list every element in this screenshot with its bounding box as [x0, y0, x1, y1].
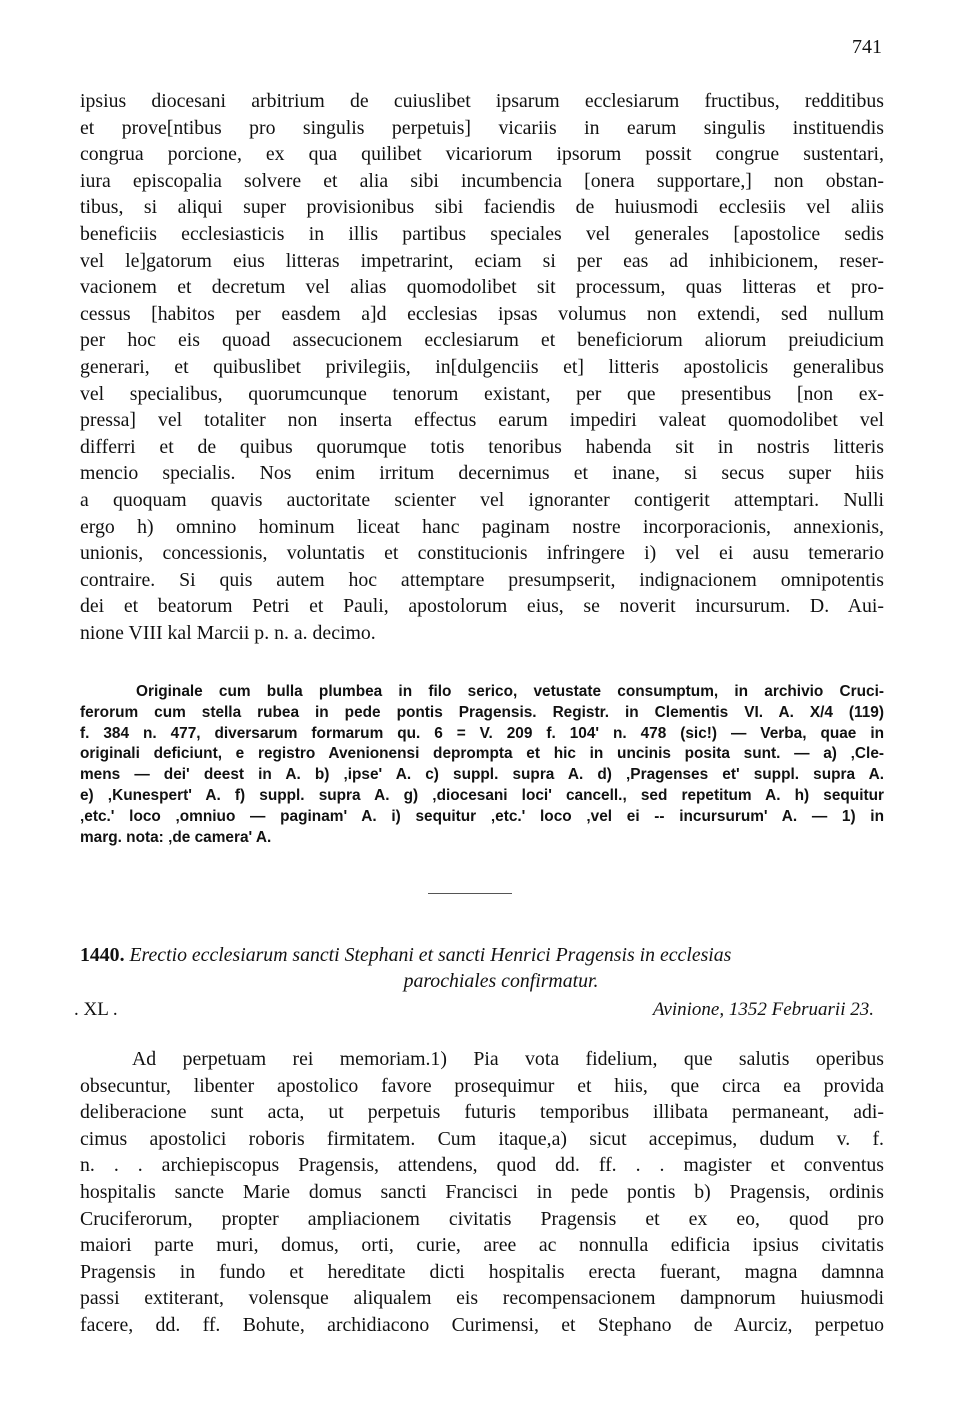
main-text [80, 88, 884, 646]
text-line: maiori parte muri, domus, orti, curie, aree ac nonnulla edificia ipsius civitatis [80, 1234, 884, 1257]
text-line: unionis, concessionis, voluntatis et constitucionis infringere i) vel ei ausu temerario [80, 542, 884, 565]
text-line: congrua porcione, ex qua quilibet vicariorum ipsorum possit congrue sustentari, [80, 143, 884, 166]
text-line: ergo h) omnino hominum liceat hanc paginam nostre incorporacionis, annexionis, [80, 515, 884, 538]
footnotes [80, 682, 884, 848]
place-date: Avinione, 1352 Februarii 23. [652, 999, 874, 1020]
text-line: ipsius diocesani arbitrium de cuiuslibet ipsarum ecclesiarum fructibus, redditibus [80, 90, 884, 112]
text-line: cessus [habitos per easdem a]d ecclesias ipsas volumus non extendi, sed nullum [80, 302, 884, 325]
document-title-continued: parochiales confirmatur. [403, 970, 599, 992]
document-title [80, 942, 884, 968]
text-line: iura episcopalia solvere et alia sibi incumbencia [onera supportare,] non obstan- [80, 169, 884, 192]
register-number: . XL . [74, 999, 118, 1020]
page-number: 741 [852, 36, 882, 58]
text-line: tibus, si aliqui super provisionibus sibi faciendis de huiusmodi ecclesiis vel aliis [80, 196, 884, 219]
document-meta [74, 996, 884, 1024]
document-number: 1440. [80, 944, 125, 966]
text-line: obsecuntur, libenter apostolico favore prosequimur et hiis, que circa ea provida [80, 1074, 884, 1097]
text-line: differri et de quibus quorumque totis tenoribus habenda sit in nostris litteris [80, 435, 884, 458]
text-line: Pragensis in fundo et hereditate dicti hospitalis erecta fuerant, magna damnna [80, 1260, 884, 1283]
section-divider [428, 893, 512, 894]
text-line: cimus apostolici roboris firmitatem. Cum itaque,a) sicut accepimus, dudum v. f. [80, 1127, 884, 1150]
document-title-text: Erectio ecclesiarum sancti Stephani et sancti Henrici Pragensis in ecclesias [129, 944, 732, 966]
text-line: contraire. Si quis autem hoc attemptare presumpserit, indignacionem omnipotentis [80, 568, 884, 591]
note-line: f. 384 n. 477, diversarum formarum qu. 6 = V. 209 f. 104' n. 478 (sic!) — Verba, quae in [80, 724, 884, 742]
text-line: dei et beatorum Petri et Pauli, apostolorum eius, se noverit incursurum. D. Aui- [80, 595, 884, 618]
note-line: mens — dei' deest in A. b) ‚ipse' A. c) suppl. supra A. d) ‚Pragenses et' suppl. supra A. [80, 766, 884, 784]
text-line: Cruciferorum, propter ampliacionem civitatis Pragensis et ex eo, quod pro [80, 1207, 884, 1230]
text-line: vacionem et decretum vel alias quomodolibet sit processum, quas litteras et pro- [80, 276, 884, 299]
document-header [74, 942, 884, 1024]
text-line: vel specialibus, quorumcunque tenorum existant, per que presentibus [non ex- [80, 382, 884, 405]
text-line: per hoc eis quoad assecucionem ecclesiarum et beneficiorum aliorum preiudicium [80, 329, 884, 352]
document-body [80, 1046, 884, 1339]
note-line: marg. nota: ‚de camera' A. [80, 828, 272, 846]
note-line: Originale cum bulla plumbea in filo serico, vetustate consumptum, in archivio Cruci- [136, 683, 884, 700]
note-line: ‚etc.' loco ‚omniuo — paginam' A. i) sequitur ‚etc.' loco ‚vel ei -- incursurum' A. — 1) in [80, 807, 884, 825]
text-line: passi extiterant, volensque aliqualem eis recompensacionem dampnorum huiusmodi [80, 1287, 884, 1310]
text-line: generari, et quibuslibet privilegiis, in[dulgenciis et] litteris apostolicis generalibus [80, 355, 884, 378]
text-line: Ad perpetuam rei memoriam.1) Pia vota fidelium, que salutis operibus [132, 1048, 884, 1070]
text-line: mencio specialis. Nos enim irritum decernimus et inane, si secus super hiis [80, 462, 884, 485]
text-line: facere, dd. ff. Bohute, archidiacono Curimensi, et Stephano de Aurciz, perpetuo [80, 1313, 884, 1336]
text-line: hospitalis sancte Marie domus sancti Francisci in pede pontis b) Pragensis, ordinis [80, 1180, 884, 1203]
text-line: vel le]gatorum eius litteras impetrarint, eciam si per eas ad inhibicionem, reser- [80, 249, 884, 272]
text-line: n. . . archiepiscopus Pragensis, attendens, quod dd. ff. . . magister et conventus [80, 1154, 884, 1177]
note-line: e) ‚Kunespert' A. f) suppl. supra A. g) ‚diocesani loci' cancell., sed repetitum A. h) sequitur [80, 786, 884, 804]
text-line: a quoquam quavis auctoritate scienter vel ignoranter contigerit attemptari. Nulli [80, 488, 884, 511]
text-line: deliberacione sunt acta, ut perpetuis futuris temporibus illibata permaneant, adi- [80, 1101, 884, 1124]
text-line: nione VIII kal Marcii p. n. a. decimo. [80, 621, 376, 644]
text-line: pressa] vel totaliter non inserta effectus earum impediri valeat quomodolibet vel [80, 409, 884, 432]
text-line: et prove[ntibus pro singulis perpetuis] vicariis in earum singulis instituendis [80, 116, 884, 139]
note-line: originali deficiunt, e registro Avenionensi deprompta et hic in uncinis posita sunt. — a) ‚Cle- [80, 745, 884, 763]
text-line: beneficiis ecclesiasticis in illis partibus speciales vel generales [apostolice sedis [80, 222, 884, 245]
note-line: ferorum cum stella rubea in pede pontis Pragensis. Registr. in Clementis VI. A. X/4 (119) [80, 703, 884, 721]
